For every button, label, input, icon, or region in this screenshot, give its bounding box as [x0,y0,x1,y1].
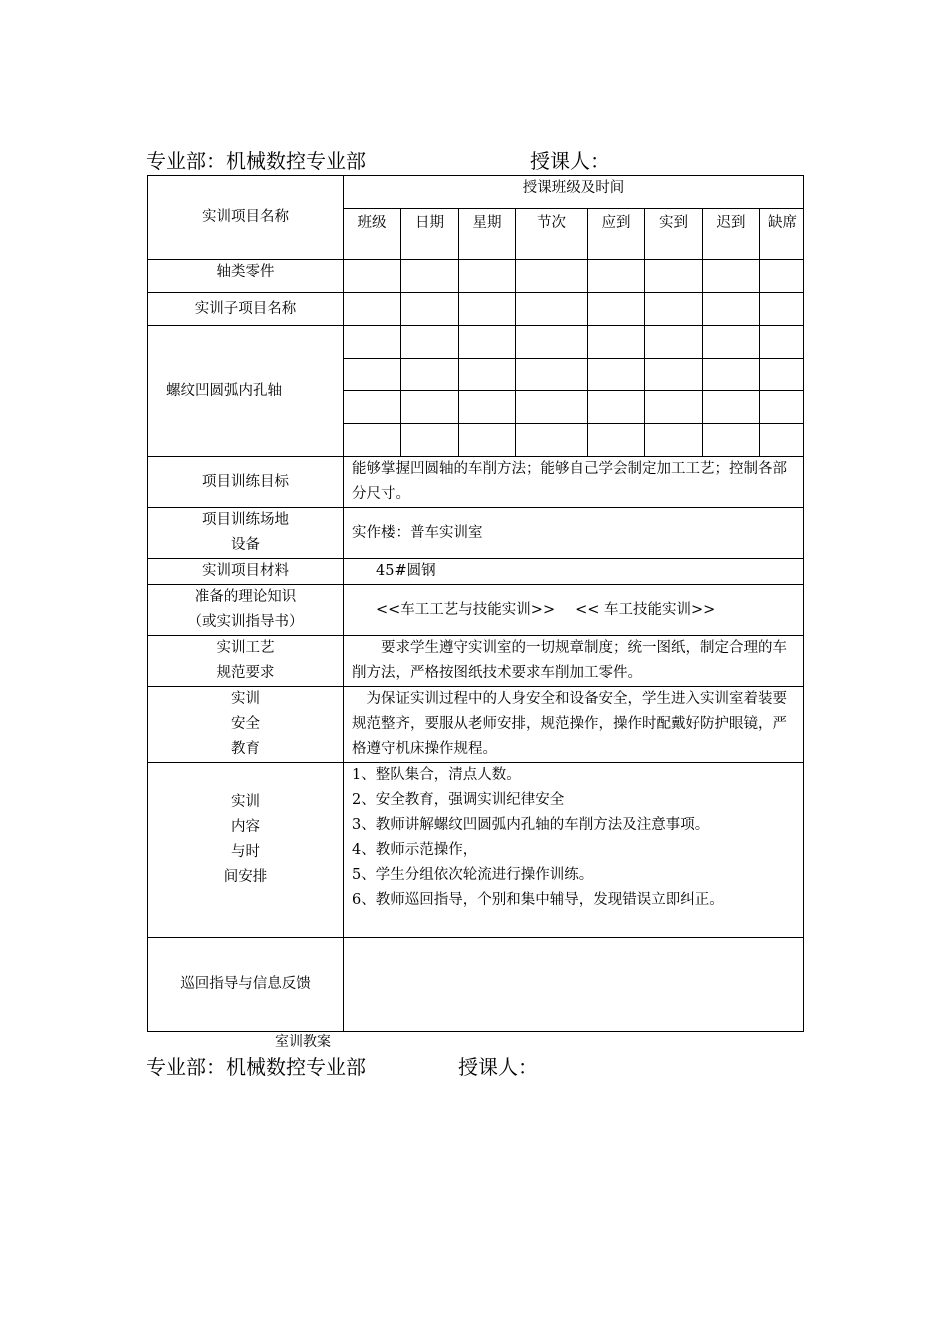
col-late: 迟到 [703,209,760,260]
list-item: 4、教师示范操作， [352,842,478,858]
page-header-2 [146,1055,538,1079]
safety-label-line-1: 实训 [231,691,260,707]
content-list [344,763,804,938]
col-weekday: 星期 [459,209,516,260]
training-plan-table [147,175,804,1032]
theory-label-line-2: （或实训指导书） [187,614,304,630]
feedback-value [344,938,804,1032]
theory-label [148,585,344,636]
teacher-label: 授课人： [530,149,610,173]
site-label [148,508,344,559]
safety-label [148,687,344,763]
feedback-label: 巡回指导与信息反馈 [148,938,344,1032]
process-label-line-2: 规范要求 [216,665,275,681]
col-date: 日期 [401,209,459,260]
col-present: 实到 [645,209,703,260]
project-value: 轴类零件 [148,260,344,293]
process-label [148,636,344,687]
col-period: 节次 [516,209,588,260]
list-item: 6、教师巡回指导，个别和集中辅导，发现错误立即纠正。 [352,892,724,908]
content-label-line-2: 内容 [231,819,260,835]
goal-label: 项目训练目标 [148,457,344,508]
col-class: 班级 [344,209,401,260]
list-item: 3、教师讲解螺纹凹圆弧内孔轴的车削方法及注意事项。 [352,817,710,833]
list-item: 5、学生分组依次轮流进行操作训练。 [352,867,594,883]
project-name-label: 实训项目名称 [148,176,344,260]
theory-label-line-1: 准备的理论知识 [194,589,297,605]
theory-book-2: << 车工技能实训>> [575,601,716,618]
content-label-line-3: 与时 [231,844,260,860]
goal-text: 能够掌握凹圆轴的车削方法；能够自己学会制定加工工艺；控制各部分尺寸。 [344,457,804,508]
content-label-line-4: 间安排 [223,869,268,885]
content-label [148,763,344,938]
col-absent: 缺席 [760,209,804,260]
safety-label-line-2: 安全 [231,716,260,732]
content-label-line-1: 实训 [231,794,260,810]
safety-text: 为保证实训过程中的人身安全和设备安全，学生进入实训室着装要规范整齐，要服从老师安排，规范操作，操作时配戴好防护眼镜，严格遵守机床操作规程。 [344,687,804,763]
list-item: 1、整队集合，清点人数。 [352,767,521,783]
site-label-line-2: 设备 [231,537,260,553]
site-value: 实作楼：普车实训室 [344,508,804,559]
page-header [146,149,610,173]
process-label-line-1: 实训工艺 [216,640,275,656]
teacher-label-2: 授课人： [458,1055,538,1079]
list-item: 2、安全教育，强调实训纪律安全 [352,792,565,808]
theory-value [344,585,804,636]
material-label: 实训项目材料 [148,559,344,585]
department-label-2: 专业部：机械数控专业部 [146,1055,366,1079]
site-label-line-1: 项目训练场地 [202,512,289,528]
class-time-title: 授课班级及时间 [344,176,804,209]
process-text: 要求学生遵守实训室的一切规章制度；统一图纸，制定合理的车削方法，严格按图纸技术要求车削加工零件。 [344,636,804,687]
sub-project-label: 实训子项目名称 [148,293,344,326]
col-expected: 应到 [588,209,645,260]
department-label: 专业部：机械数控专业部 [146,149,366,173]
safety-label-line-3: 教育 [231,741,260,757]
sub-project-value: 螺纹凹圆弧内孔轴 [148,326,344,457]
theory-book-1: <<车工工艺与技能实训>> [376,601,556,618]
caption: 室训教案 [275,1034,331,1050]
material-value: 45#圆钢 [344,559,804,585]
